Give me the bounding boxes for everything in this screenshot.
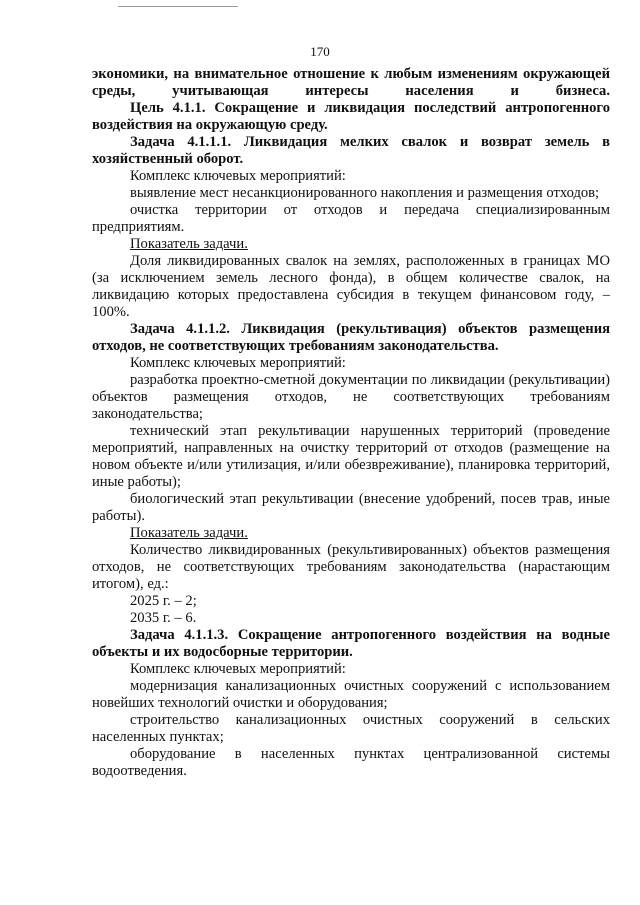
page-number: 170 <box>310 44 330 59</box>
document-body <box>92 66 610 780</box>
paragraph-intro <box>92 66 610 100</box>
indicator-value <box>92 593 610 610</box>
paragraph-text: Цель 4.1.1. Сокращение и ликвидация последствий антропогенного воздействия на окружающую среду. <box>92 100 610 133</box>
paragraph-text: Задача 4.1.1.2. Ликвидация (рекультивация) объектов размещения отходов, не соответствующих требованиям законодательства. <box>92 321 610 354</box>
paragraph-text: выявление мест несанкционированного накопления и размещения отходов; <box>130 185 600 201</box>
measure-item <box>92 185 610 202</box>
measure-item <box>92 423 610 491</box>
paragraph-text: Количество ликвидированных (рекультивированных) объектов размещения отходов, не соответствующих требованиям законодательства (нарастающим итогом), ед.: <box>92 542 610 592</box>
measure-item <box>92 678 610 712</box>
task-4-1-1-2 <box>92 321 610 355</box>
measure-item <box>92 372 610 423</box>
indicator-text <box>92 253 610 321</box>
paragraph-text: Задача 4.1.1.3. Сокращение антропогенного воздействия на водные объекты и их водосборные территории. <box>92 627 610 660</box>
indicator-heading <box>92 525 610 542</box>
paragraph-text: Комплекс ключевых мероприятий: <box>130 661 346 677</box>
paragraph-text: разработка проектно-сметной документации по ликвидации (рекультивации) объектов размещения отходов, не соответствующих требованиям законодательства; <box>92 372 610 422</box>
paragraph-text: модернизация канализационных очистных сооружений с использованием новейших технологий очистки и оборудования; <box>92 678 610 711</box>
paragraph-text: биологический этап рекультивации (внесение удобрений, посев трав, иные работы). <box>92 491 610 524</box>
paragraph-text: технический этап рекультивации нарушенных территорий (проведение мероприятий, направленных на очистку территорий от отходов (размещение на новом объекте и/или утилизация, и/или обезвреживание), планировка территорий, иные работы); <box>92 423 610 490</box>
indicator-heading <box>92 236 610 253</box>
paragraph-text: экономики, на внимательное отношение к любым изменениям окружающей среды, учитывающая интересы населения и бизнеса. <box>92 66 610 99</box>
task-4-1-1-1 <box>92 134 610 168</box>
measure-item <box>92 712 610 746</box>
paragraph-text: Доля ликвидированных свалок на землях, расположенных в границах МО (за исключением земель лесного фонда), в общем количестве свалок, на ликвидацию которых предоставлена субсидия в текущем финансовом году, – 100%. <box>92 253 610 320</box>
measure-item <box>92 746 610 780</box>
indicator-value <box>92 610 610 627</box>
paragraph-text: строительство канализационных очистных сооружений в сельских населенных пунктах; <box>92 712 610 745</box>
top-rule <box>118 6 238 7</box>
measures-heading <box>92 355 610 372</box>
paragraph-text: очистка территории от отходов и передача специализированным предприятиям. <box>92 202 610 235</box>
indicator-text <box>92 542 610 593</box>
paragraph-text: Показатель задачи. <box>130 236 248 252</box>
paragraph-text: Показатель задачи. <box>130 525 248 541</box>
paragraph-text: Задача 4.1.1.1. Ликвидация мелких свалок и возврат земель в хозяйственный оборот. <box>92 134 610 167</box>
measures-heading <box>92 168 610 185</box>
goal-4-1-1 <box>92 100 610 134</box>
paragraph-text: Комплекс ключевых мероприятий: <box>130 355 346 371</box>
measures-heading <box>92 661 610 678</box>
paragraph-text: оборудование в населенных пунктах централизованной системы водоотведения. <box>92 746 610 779</box>
paragraph-text: 2035 г. – 6. <box>130 610 197 626</box>
paragraph-text: 2025 г. – 2; <box>130 593 197 609</box>
measure-item <box>92 491 610 525</box>
task-4-1-1-3 <box>92 627 610 661</box>
paragraph-text: Комплекс ключевых мероприятий: <box>130 168 346 184</box>
measure-item <box>92 202 610 236</box>
